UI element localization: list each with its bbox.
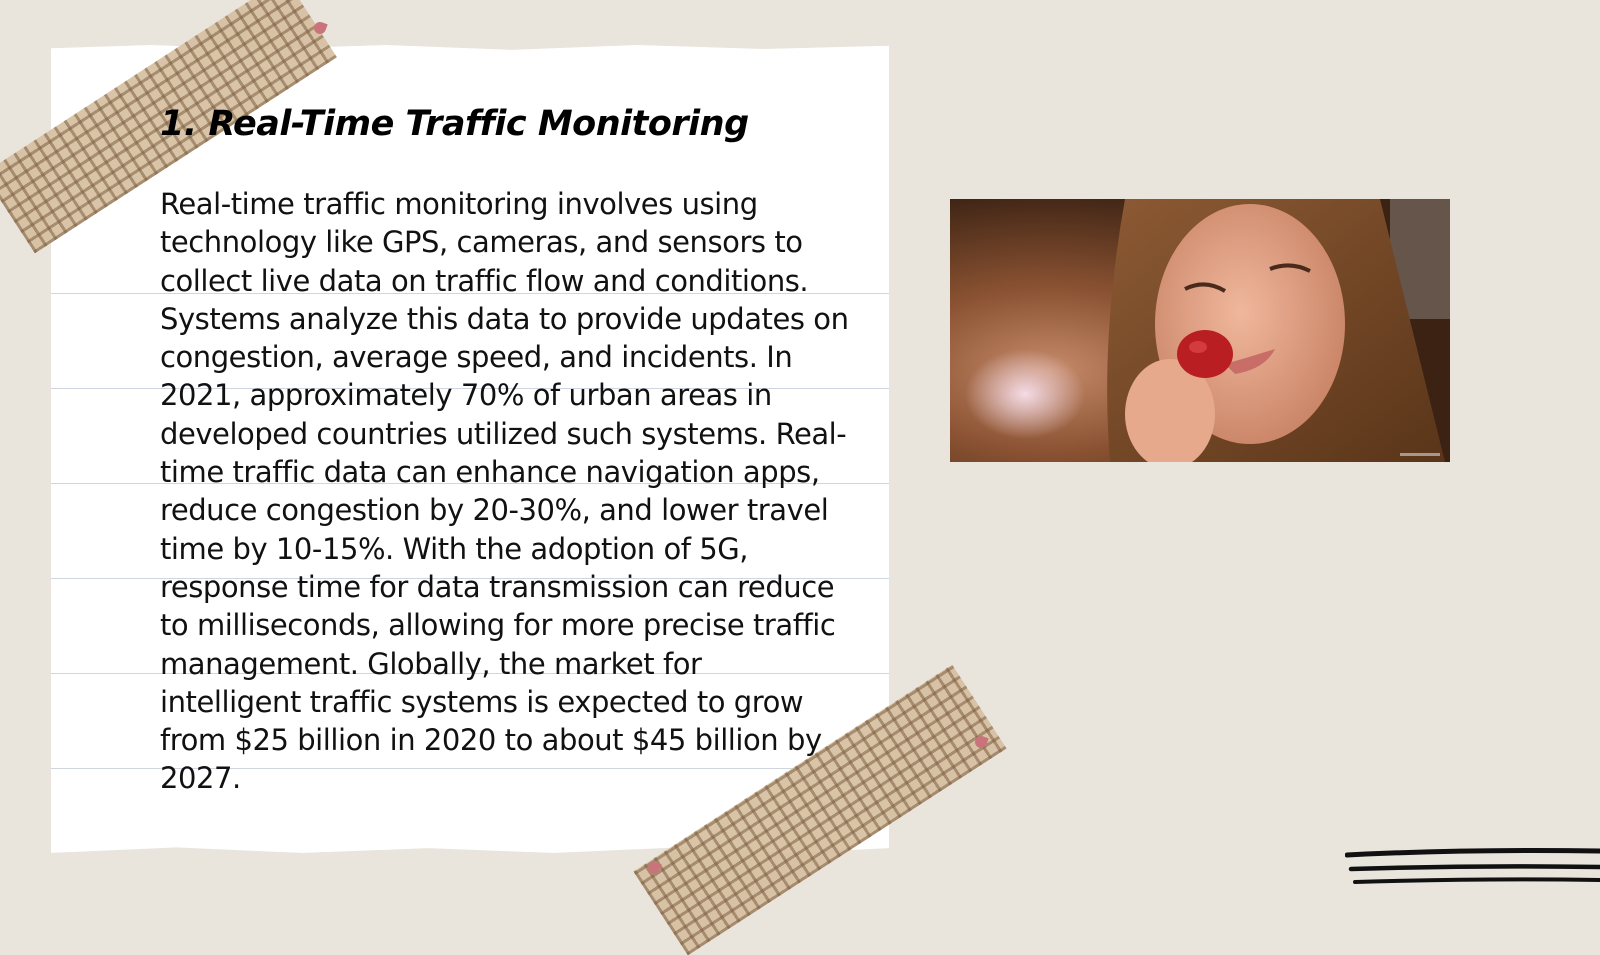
slide-title: 1. Real-Time Traffic Monitoring [160, 104, 749, 144]
photo-illustration [950, 199, 1450, 462]
photo-woman-with-strawberry [950, 199, 1450, 462]
slide-body-text: Real-time traffic monitoring involves using technology like GPS, cameras, and sensors to collect live data on traffic flow and conditions. Systems analyze this data to provide updates on congestion, average speed, and incidents. In 2021, approximately 70% of urban areas in developed countries utilized such systems. Real-time traffic data can enhance navigation apps, reduce congestion by 20-30%, and lower travel time by 10-15%. With the adoption of 5G, response time for data transmission can reduce to milliseconds, allowing for more precise traffic management. Globally, the market for intelligent traffic systems is expected to grow from $25 billion in 2020 to about $45 billion by 2027. [160, 187, 849, 796]
decorative-strokes [1345, 845, 1600, 895]
